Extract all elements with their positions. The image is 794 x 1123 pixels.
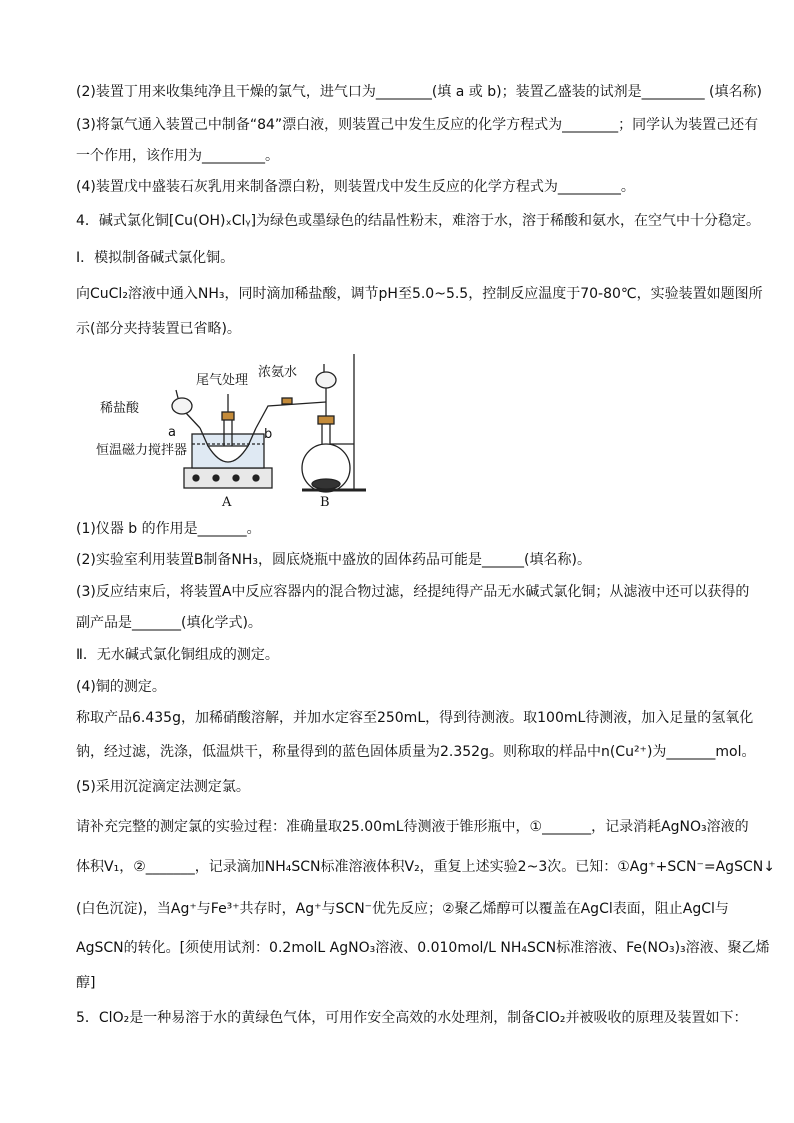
apparatus-diagram <box>96 350 366 512</box>
label-dilute-hcl: 稀盐酸 <box>100 401 140 416</box>
text-line: (2)实验室利用装置B制备NH₃，圆底烧瓶中盛放的固体药品可能是______(填名称)。 <box>76 552 591 568</box>
text-line: 向CuCl₂溶液中通入NH₃，同时滴加稀盐酸，调节pH至5.0~5.5，控制反应温度于70-80℃，实验装置如题图所 <box>76 286 763 302</box>
caption-a: A <box>222 495 232 510</box>
text-line: (白色沉淀)，当Ag⁺与Fe³⁺共存时，Ag⁺与SCN⁻优先反应；②聚乙烯醇可以覆盖在AgCl表面，阻止AgCl与 <box>76 901 729 917</box>
text-line: 一个作用，该作用为_________。 <box>76 148 279 164</box>
text-line: 称取产品6.435g，加稀硝酸溶解，并加水定容至250mL，得到待测液。取100mL待测液，加入足量的氢氧化 <box>76 710 754 726</box>
text-line: 副产品是_______(填化学式)。 <box>76 615 262 631</box>
text-line: 示(部分夹持装置已省略)。 <box>76 321 241 337</box>
connecting-tube <box>256 402 326 428</box>
dropping-funnel-right <box>316 372 336 388</box>
stirrer-knob <box>213 475 219 481</box>
text-line: (3)反应结束后，将装置A中反应容器内的混合物过滤，经提纯得产品无水碱式氯化铜；从滤液中还可以获得的 <box>76 584 750 600</box>
text-line: AgSCN的转化。[须使用试剂：0.2molL AgNO₃溶液、0.010mol/L NH₄SCN标准溶液、Fe(NO₃)₃溶液、聚乙烯 <box>76 940 770 956</box>
tail-gas-stopper <box>222 412 234 420</box>
label-conc-ammonia: 浓氨水 <box>258 365 298 380</box>
question-4-intro: 4．碱式氯化铜[Cu(OH)ₓClᵧ]为绿色或墨绿色的结晶性粉末，难溶于水，溶于稀酸和氨水，在空气中十分稳定。 <box>76 213 761 229</box>
caption-b: B <box>320 495 330 510</box>
stirrer-knob <box>193 475 199 481</box>
text-line: (2)装置丁用来收集纯净且干燥的氯气，进气口为________(填 a 或 b)；装置乙盛装的试剂是_________ (填名称) <box>76 84 762 100</box>
label-a: a <box>168 425 176 440</box>
text-line: 请补充完整的测定氯的实验过程：准确量取25.00mL待测液于锥形瓶中，①_______，记录消耗AgNO₃溶液的 <box>76 819 749 835</box>
dropping-funnel-left <box>172 398 192 414</box>
text-line: 钠，经过滤，洗涤，低温烘干，称量得到的蓝色固体质量为2.352g。则称取的样品中n(Cu²⁺)为_______mol。 <box>76 744 756 760</box>
label-tail-gas: 尾气处理 <box>196 373 249 388</box>
text-line: 醇] <box>76 975 96 991</box>
text-line: (1)仪器 b 的作用是_______。 <box>76 521 261 537</box>
text-line: 体积V₁，②_______，记录滴加NH₄SCN标准溶液体积V₂，重复上述实验2~3次。已知：①Ag⁺+SCN⁻=AgSCN↓ <box>76 859 775 875</box>
section-heading: Ⅱ．无水碱式氯化铜组成的测定。 <box>76 647 279 663</box>
label-stirrer: 恒温磁力搅拌器 <box>96 443 188 458</box>
text-line: (3)将氯气通入装置己中制备“84”漂白液，则装置己中发生反应的化学方程式为________；同学认为装置己还有 <box>76 117 759 133</box>
text-line: (4)铜的测定。 <box>76 679 166 695</box>
text-line: (5)采用沉淀滴定法测定氯。 <box>76 779 250 795</box>
question-5-intro: 5．ClO₂是一种易溶于水的黄绿色气体，可用作安全高效的水处理剂，制备ClO₂并被吸收的原理及装置如下： <box>76 1010 748 1026</box>
stirrer-knob <box>233 475 239 481</box>
stirrer-knob <box>253 475 259 481</box>
section-heading: Ⅰ．模拟制备碱式氯化铜。 <box>76 250 235 266</box>
text-line: (4)装置戊中盛装石灰乳用来制备漂白粉，则装置戊中发生反应的化学方程式为_________。 <box>76 179 635 195</box>
label-b: b <box>264 427 273 442</box>
